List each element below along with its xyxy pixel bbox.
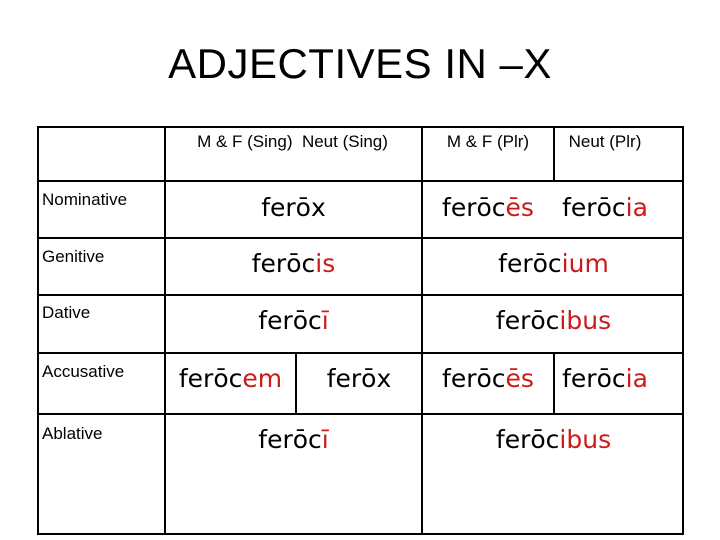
row-label-genitive: Genitive bbox=[42, 247, 105, 266]
form-gen-plr bbox=[423, 239, 684, 287]
row-label-accusative: Accusative bbox=[42, 362, 125, 381]
form-abl-plr bbox=[423, 415, 684, 463]
stem: ferōc bbox=[258, 305, 322, 335]
form-acc-sing-mf bbox=[166, 354, 295, 402]
stem: ferōc bbox=[258, 424, 322, 454]
ending: ia bbox=[625, 192, 648, 222]
header-neut-sing: Neut (Sing) bbox=[301, 132, 388, 151]
stem: ferōx bbox=[261, 192, 326, 222]
row-label-dative: Dative bbox=[42, 303, 91, 322]
ending: ia bbox=[625, 363, 648, 393]
stem: ferōx bbox=[326, 363, 392, 393]
stem: ferōc bbox=[562, 363, 626, 393]
stem: ferōc bbox=[495, 305, 560, 335]
stem: ferōc bbox=[251, 248, 316, 278]
page-title: ADJECTIVES IN –X bbox=[168, 40, 552, 87]
form-abl-sing bbox=[166, 415, 421, 463]
row-label-nominative: Nominative bbox=[42, 190, 128, 209]
form-nom-plr-mf bbox=[423, 182, 553, 232]
stem: ferōc bbox=[562, 192, 626, 222]
form-acc-plr-mf bbox=[423, 354, 553, 402]
stem: ferōc bbox=[178, 363, 243, 393]
form-acc-plr-n bbox=[555, 354, 655, 402]
header-neut-plr: Neut (Plr) bbox=[568, 132, 642, 151]
stem: ferōc bbox=[442, 192, 506, 222]
form-nom-plr-n bbox=[555, 182, 655, 232]
header-mf-plr: M & F (Plr) bbox=[446, 132, 530, 151]
ending: em bbox=[242, 363, 283, 393]
form-dat-plr bbox=[423, 296, 684, 344]
stem: ferōc bbox=[495, 424, 560, 454]
form-gen-sing bbox=[166, 239, 421, 287]
row-label-ablative: Ablative bbox=[42, 424, 103, 443]
ending: ī bbox=[321, 424, 329, 454]
ending: ibus bbox=[559, 424, 612, 454]
form-dat-sing bbox=[166, 296, 421, 344]
ending: ibus bbox=[559, 305, 612, 335]
header-singular bbox=[164, 128, 421, 156]
header-mf-sing: M & F (Sing) bbox=[197, 132, 293, 151]
ending: ium bbox=[561, 248, 609, 278]
ending: ī bbox=[321, 305, 329, 335]
form-acc-sing-n bbox=[297, 354, 421, 402]
stem: ferōc bbox=[442, 363, 506, 393]
stem: ferōc bbox=[498, 248, 562, 278]
ending: is bbox=[315, 248, 336, 278]
ending: ēs bbox=[505, 363, 534, 393]
form-nom-sing bbox=[166, 182, 421, 232]
ending: ēs bbox=[505, 192, 534, 222]
